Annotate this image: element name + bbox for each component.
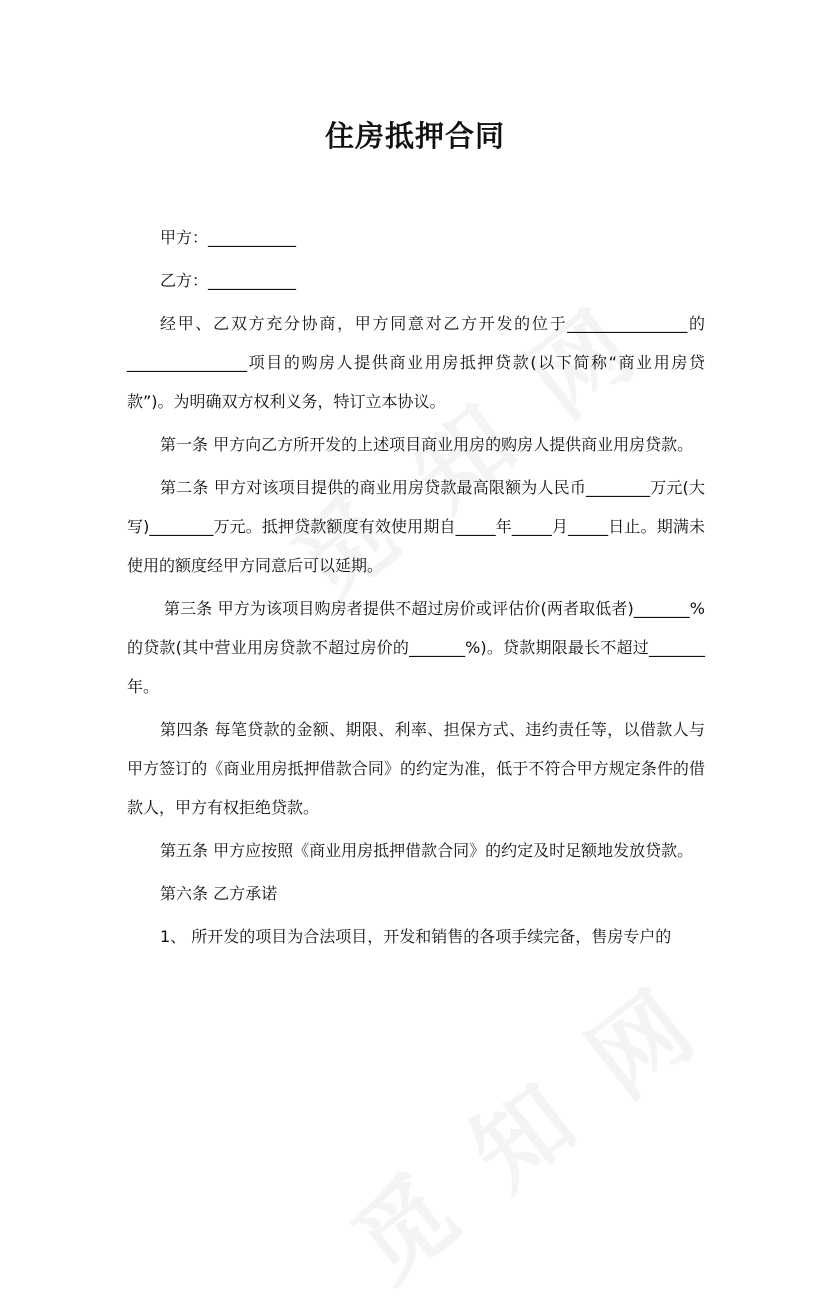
article-6-heading: 第六条 乙方承诺 bbox=[160, 884, 278, 903]
party-a-line: 甲方：___________ bbox=[160, 228, 297, 247]
article-5: 第五条 甲方应按照《商业用房抵押借款合同》的约定及时足额地发放贷款。 bbox=[160, 841, 694, 860]
article-2: 第二条 甲方对该项目提供的商业用房贷款最高限额为人民币________万元(大写)________万元。抵押贷款额度有效使用期自_____年_____月_____日止。期满未使用的额度经甲方同意后可以延期。 bbox=[127, 478, 705, 575]
article-3: 第三条 甲方为该项目购房者提供不超过房价或评估价(两者取低者)_______%的贷款(其中营业用房贷款不超过房价的_______%)。贷款期限最长不超过_______年。 bbox=[127, 599, 705, 696]
party-b-line: 乙方：___________ bbox=[160, 271, 297, 290]
article-6-item-1: 1、 所开发的项目为合法项目，开发和销售的各项手续完备，售房专户的 bbox=[160, 927, 672, 946]
watermark bbox=[321, 950, 724, 1307]
document-body bbox=[127, 218, 705, 960]
document-title: 住房抵押合同 bbox=[324, 119, 505, 153]
preamble-paragraph: 经甲、乙双方充分协商，甲方同意对乙方开发的位于_______________的_______________项目的购房人提供商业用房抵押贷款(以下简称“商业用房贷款”)。为明确双方权利义务，特订立本协议。 bbox=[127, 314, 705, 411]
article-1: 第一条 甲方向乙方所开发的上述项目商业用房的购房人提供商业用房贷款。 bbox=[160, 435, 694, 454]
article-4: 第四条 每笔贷款的金额、期限、利率、担保方式、违约责任等，以借款人与甲方签订的《商业用房抵押借款合同》的约定为准，低于不符合甲方规定条件的借款人，甲方有权拒绝贷款。 bbox=[127, 720, 705, 817]
